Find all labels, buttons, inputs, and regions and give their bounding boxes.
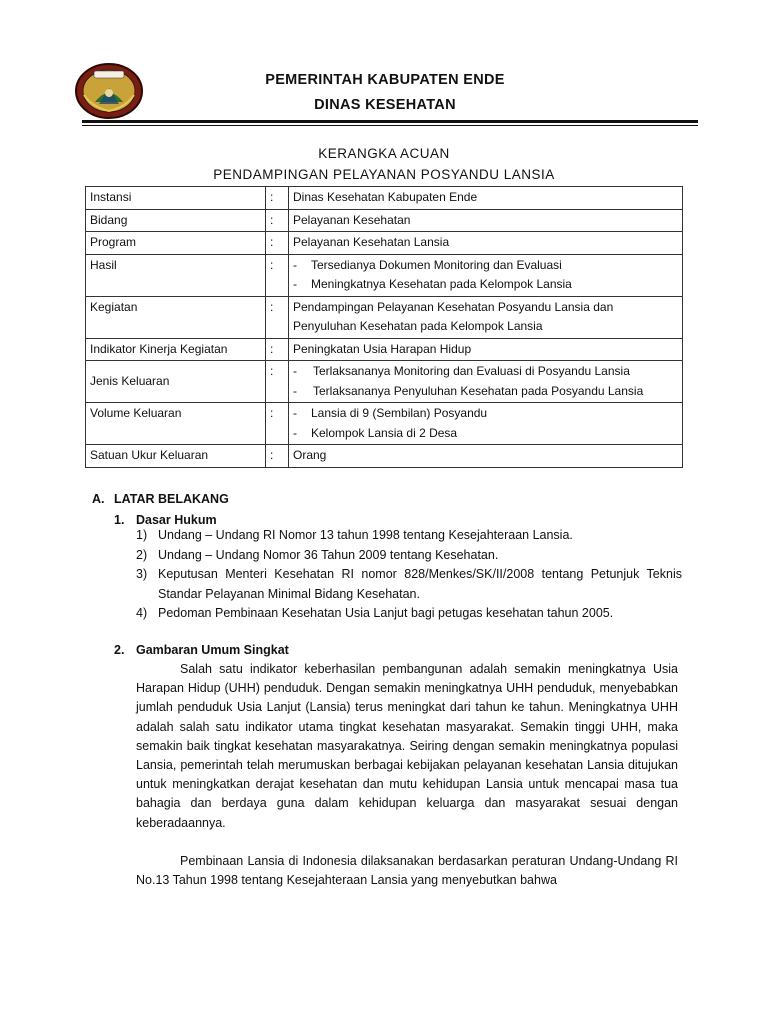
row-key: Satuan Ukur Keluaran [86, 445, 266, 468]
row-value: Peningkatan Usia Harapan Hidup [289, 338, 683, 361]
row-value-list [289, 403, 683, 445]
row-key: Jenis Keluaran [86, 361, 266, 403]
dash-bullet: - [293, 257, 297, 272]
row-colon: : [266, 187, 289, 210]
section-letter: A. [92, 492, 105, 506]
row-colon: : [266, 232, 289, 255]
list-item [293, 362, 678, 382]
list-item [136, 546, 682, 566]
list-item [136, 604, 682, 624]
document-title: KERANGKA ACUAN [318, 146, 450, 161]
table-row [86, 361, 683, 403]
row-key: Bidang [86, 209, 266, 232]
table-row [86, 209, 683, 232]
row-value-list [289, 361, 683, 403]
header-rule-thin [82, 125, 698, 126]
row-value-list [289, 254, 683, 296]
dash-bullet: - [293, 277, 297, 291]
list-item-text: Undang – Undang RI Nomor 13 tahun 1998 tentang Kesejahteraan Lansia. [158, 528, 573, 542]
list-item-text: Kelompok Lansia di 2 Desa [311, 425, 458, 440]
list-item-text: Lansia di 9 (Sembilan) Posyandu [311, 406, 488, 420]
row-value: Pelayanan Kesehatan Lansia [289, 232, 683, 255]
overview-paragraph-2: Pembinaan Lansia di Indonesia dilaksanakan berdasarkan peraturan Undang-Undang RI No.13 Tahun 1998 tentang Kesejahteraan Lansia yang menyebutkan bahwa [136, 854, 678, 888]
list-item [293, 382, 678, 402]
document-subtitle: PENDAMPINGAN PELAYANAN POSYANDU LANSIA [213, 167, 555, 182]
row-value: Pelayanan Kesehatan [289, 209, 683, 232]
row-colon: : [266, 254, 289, 296]
list-item [136, 526, 682, 546]
row-key: Kegiatan [86, 296, 266, 338]
list-item-text: Undang – Undang Nomor 36 Tahun 2009 tentang Kesehatan. [158, 547, 499, 562]
table-row [86, 187, 683, 210]
subsection-legal-basis-heading [114, 513, 217, 527]
row-key: Hasil [86, 254, 266, 296]
row-value: Dinas Kesehatan Kabupaten Ende [289, 187, 683, 210]
list-item [293, 256, 678, 276]
table-row [86, 232, 683, 255]
legal-basis-list [136, 526, 682, 624]
list-item-text: Tersedianya Dokumen Monitoring dan Evaluasi [311, 257, 562, 272]
header-government: PEMERINTAH KABUPATEN ENDE [265, 72, 505, 88]
row-colon: : [266, 338, 289, 361]
row-colon: : [266, 445, 289, 468]
table-row [86, 403, 683, 445]
list-item [293, 275, 678, 295]
list-item-text: Meningkatnya Kesehatan pada Kelompok Lansia [311, 277, 572, 291]
dash-bullet: - [293, 406, 297, 420]
list-item [293, 404, 678, 424]
info-table [85, 186, 683, 468]
table-row [86, 445, 683, 468]
row-colon: : [266, 296, 289, 338]
section-title: LATAR BELAKANG [114, 492, 229, 506]
list-item-number: 4) [136, 606, 148, 620]
table-row [86, 296, 683, 338]
dash-bullet: - [293, 364, 297, 378]
list-item [136, 565, 682, 604]
subsection-title: Gambaran Umum Singkat [136, 643, 289, 657]
subsection-number: 2. [114, 643, 125, 657]
dash-bullet: - [293, 425, 297, 440]
table-row [86, 254, 683, 296]
row-key: Instansi [86, 187, 266, 210]
row-colon: : [266, 403, 289, 445]
list-item-number: 2) [136, 547, 148, 562]
row-value: Orang [289, 445, 683, 468]
section-a-heading [92, 492, 229, 506]
header-rule-thick [82, 120, 698, 123]
row-value: Pendampingan Pelayanan Kesehatan Posyandu Lansia dan Penyuluhan Kesehatan pada Kelompok Lansia [289, 296, 683, 338]
row-colon: : [266, 361, 289, 403]
list-item-text: Keputusan Menteri Kesehatan RI nomor 828/Menkes/SK/II/2008 tentang Petunjuk Teknis Standar Pelayanan Minimal Bidang Kesehatan. [158, 567, 682, 601]
list-item-text: Terlaksananya Monitoring dan Evaluasi di Posyandu Lansia [313, 364, 630, 378]
list-item-number: 1) [136, 528, 148, 542]
row-key: Volume Keluaran [86, 403, 266, 445]
table-row [86, 338, 683, 361]
list-item-text: Terlaksananya Penyuluhan Kesehatan pada Posyandu Lansia [313, 383, 644, 398]
list-item-number: 3) [136, 567, 148, 581]
row-colon: : [266, 209, 289, 232]
dash-bullet: - [293, 383, 297, 398]
subsection-number: 1. [114, 513, 125, 527]
list-item [293, 424, 678, 444]
subsection-title: Dasar Hukum [136, 513, 217, 527]
header-department: DINAS KESEHATAN [314, 97, 456, 113]
subsection-overview-heading [114, 643, 289, 657]
row-key: Program [86, 232, 266, 255]
regency-emblem-logo [74, 62, 144, 120]
row-key: Indikator Kinerja Kegiatan [86, 338, 266, 361]
overview-paragraph-1: Salah satu indikator keberhasilan pembangunan adalah semakin meningkatnya Usia Harapan Hidup (UHH) penduduk. Dengan semakin meningkatnya UHH penduduk, menyebabkan jumlah penduduk Usia Lanjut (Lansia) terus meningkat dari tahun ke tahun. Meningkatnya UHH adalah salah satu indikator utama tingkat kesehatan masyarakat. Semakin tinggi UHH, maka semakin baik tingkat kesehatan masyarakatnya. Seiring dengan semakin meningkatnya populasi Lansia, pemerintah telah merumuskan berbagai kebijakan pelayanan kesehatan Lansia ditujukan untuk meningkatkan derajat kesehatan dan mutu kehidupan Lansia untuk mencapai masa tua bahagia dan berdaya guna dalam kehidupan keluarga dan masyarakat sesuai dengan keberadaannya. [136, 662, 678, 830]
list-item-text: Pedoman Pembinaan Kesehatan Usia Lanjut bagi petugas kesehatan tahun 2005. [158, 606, 614, 620]
